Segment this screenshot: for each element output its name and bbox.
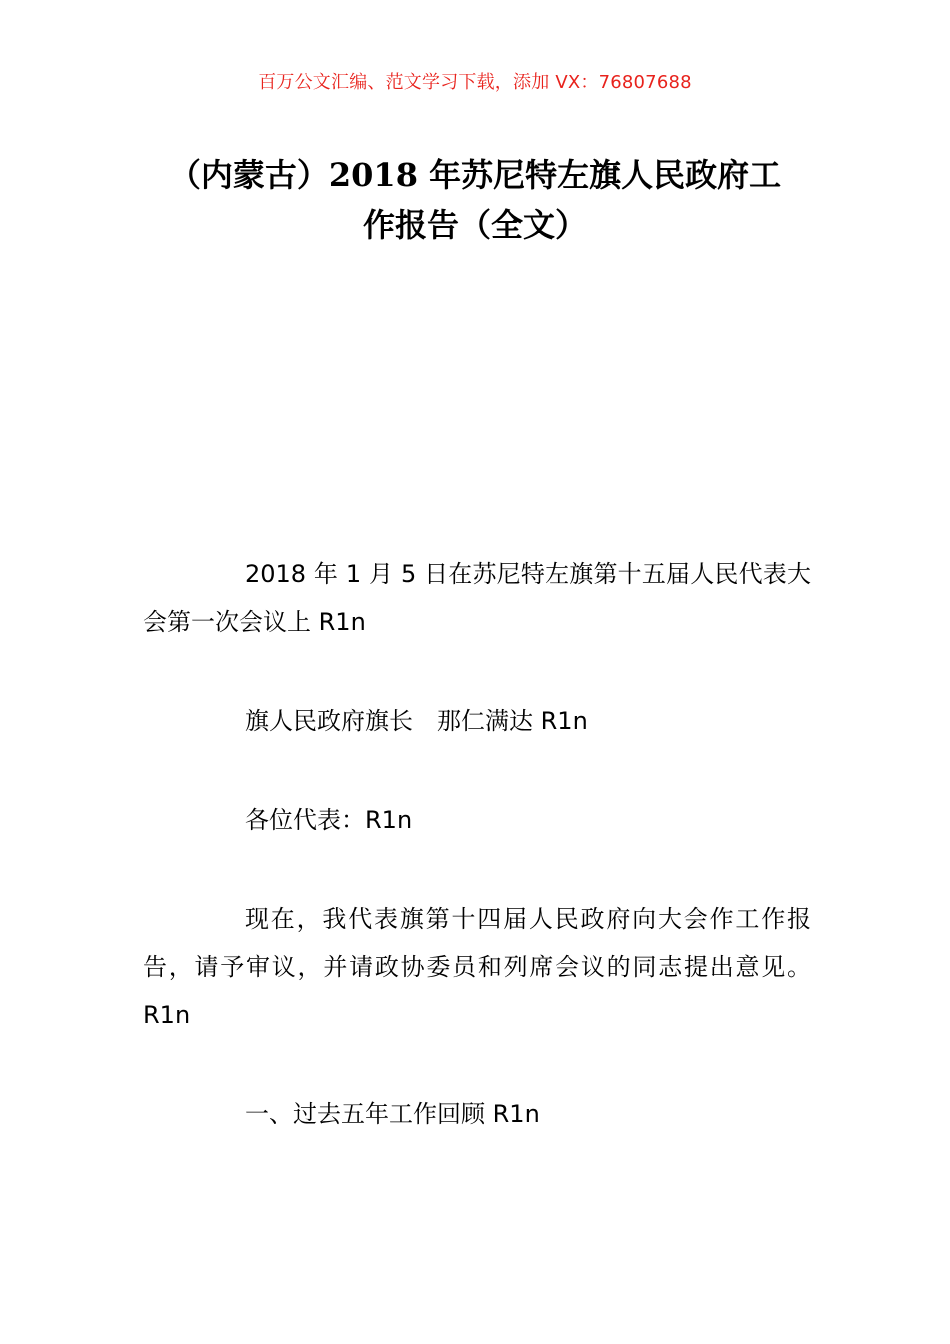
document-title xyxy=(120,150,830,250)
section-heading-paragraph: 一、过去五年工作回顾 R1n xyxy=(245,1100,540,1128)
document-title-line-2: 作报告（全文） xyxy=(362,206,587,244)
meeting-date-paragraph: 2018 年 1 月 5 日在苏尼特左旗第十五届人民代表大会第一次会议上 R1n xyxy=(143,560,811,636)
speaker-paragraph: 旗人民政府旗长 那仁满达 R1n xyxy=(245,707,588,735)
intro-paragraph: 现在，我代表旗第十四届人民政府向大会作工作报告，请予审议，并请政协委员和列席会议的同志提出意见。R1n xyxy=(143,905,811,1029)
document-title-line-1: （内蒙古）2018 年苏尼特左旗人民政府工 xyxy=(168,156,782,194)
document-body xyxy=(143,550,811,1138)
header-download-note: 百万公文汇编、范文学习下载，添加 VX：76807688 xyxy=(258,72,692,93)
salutation-paragraph: 各位代表：R1n xyxy=(245,806,413,834)
